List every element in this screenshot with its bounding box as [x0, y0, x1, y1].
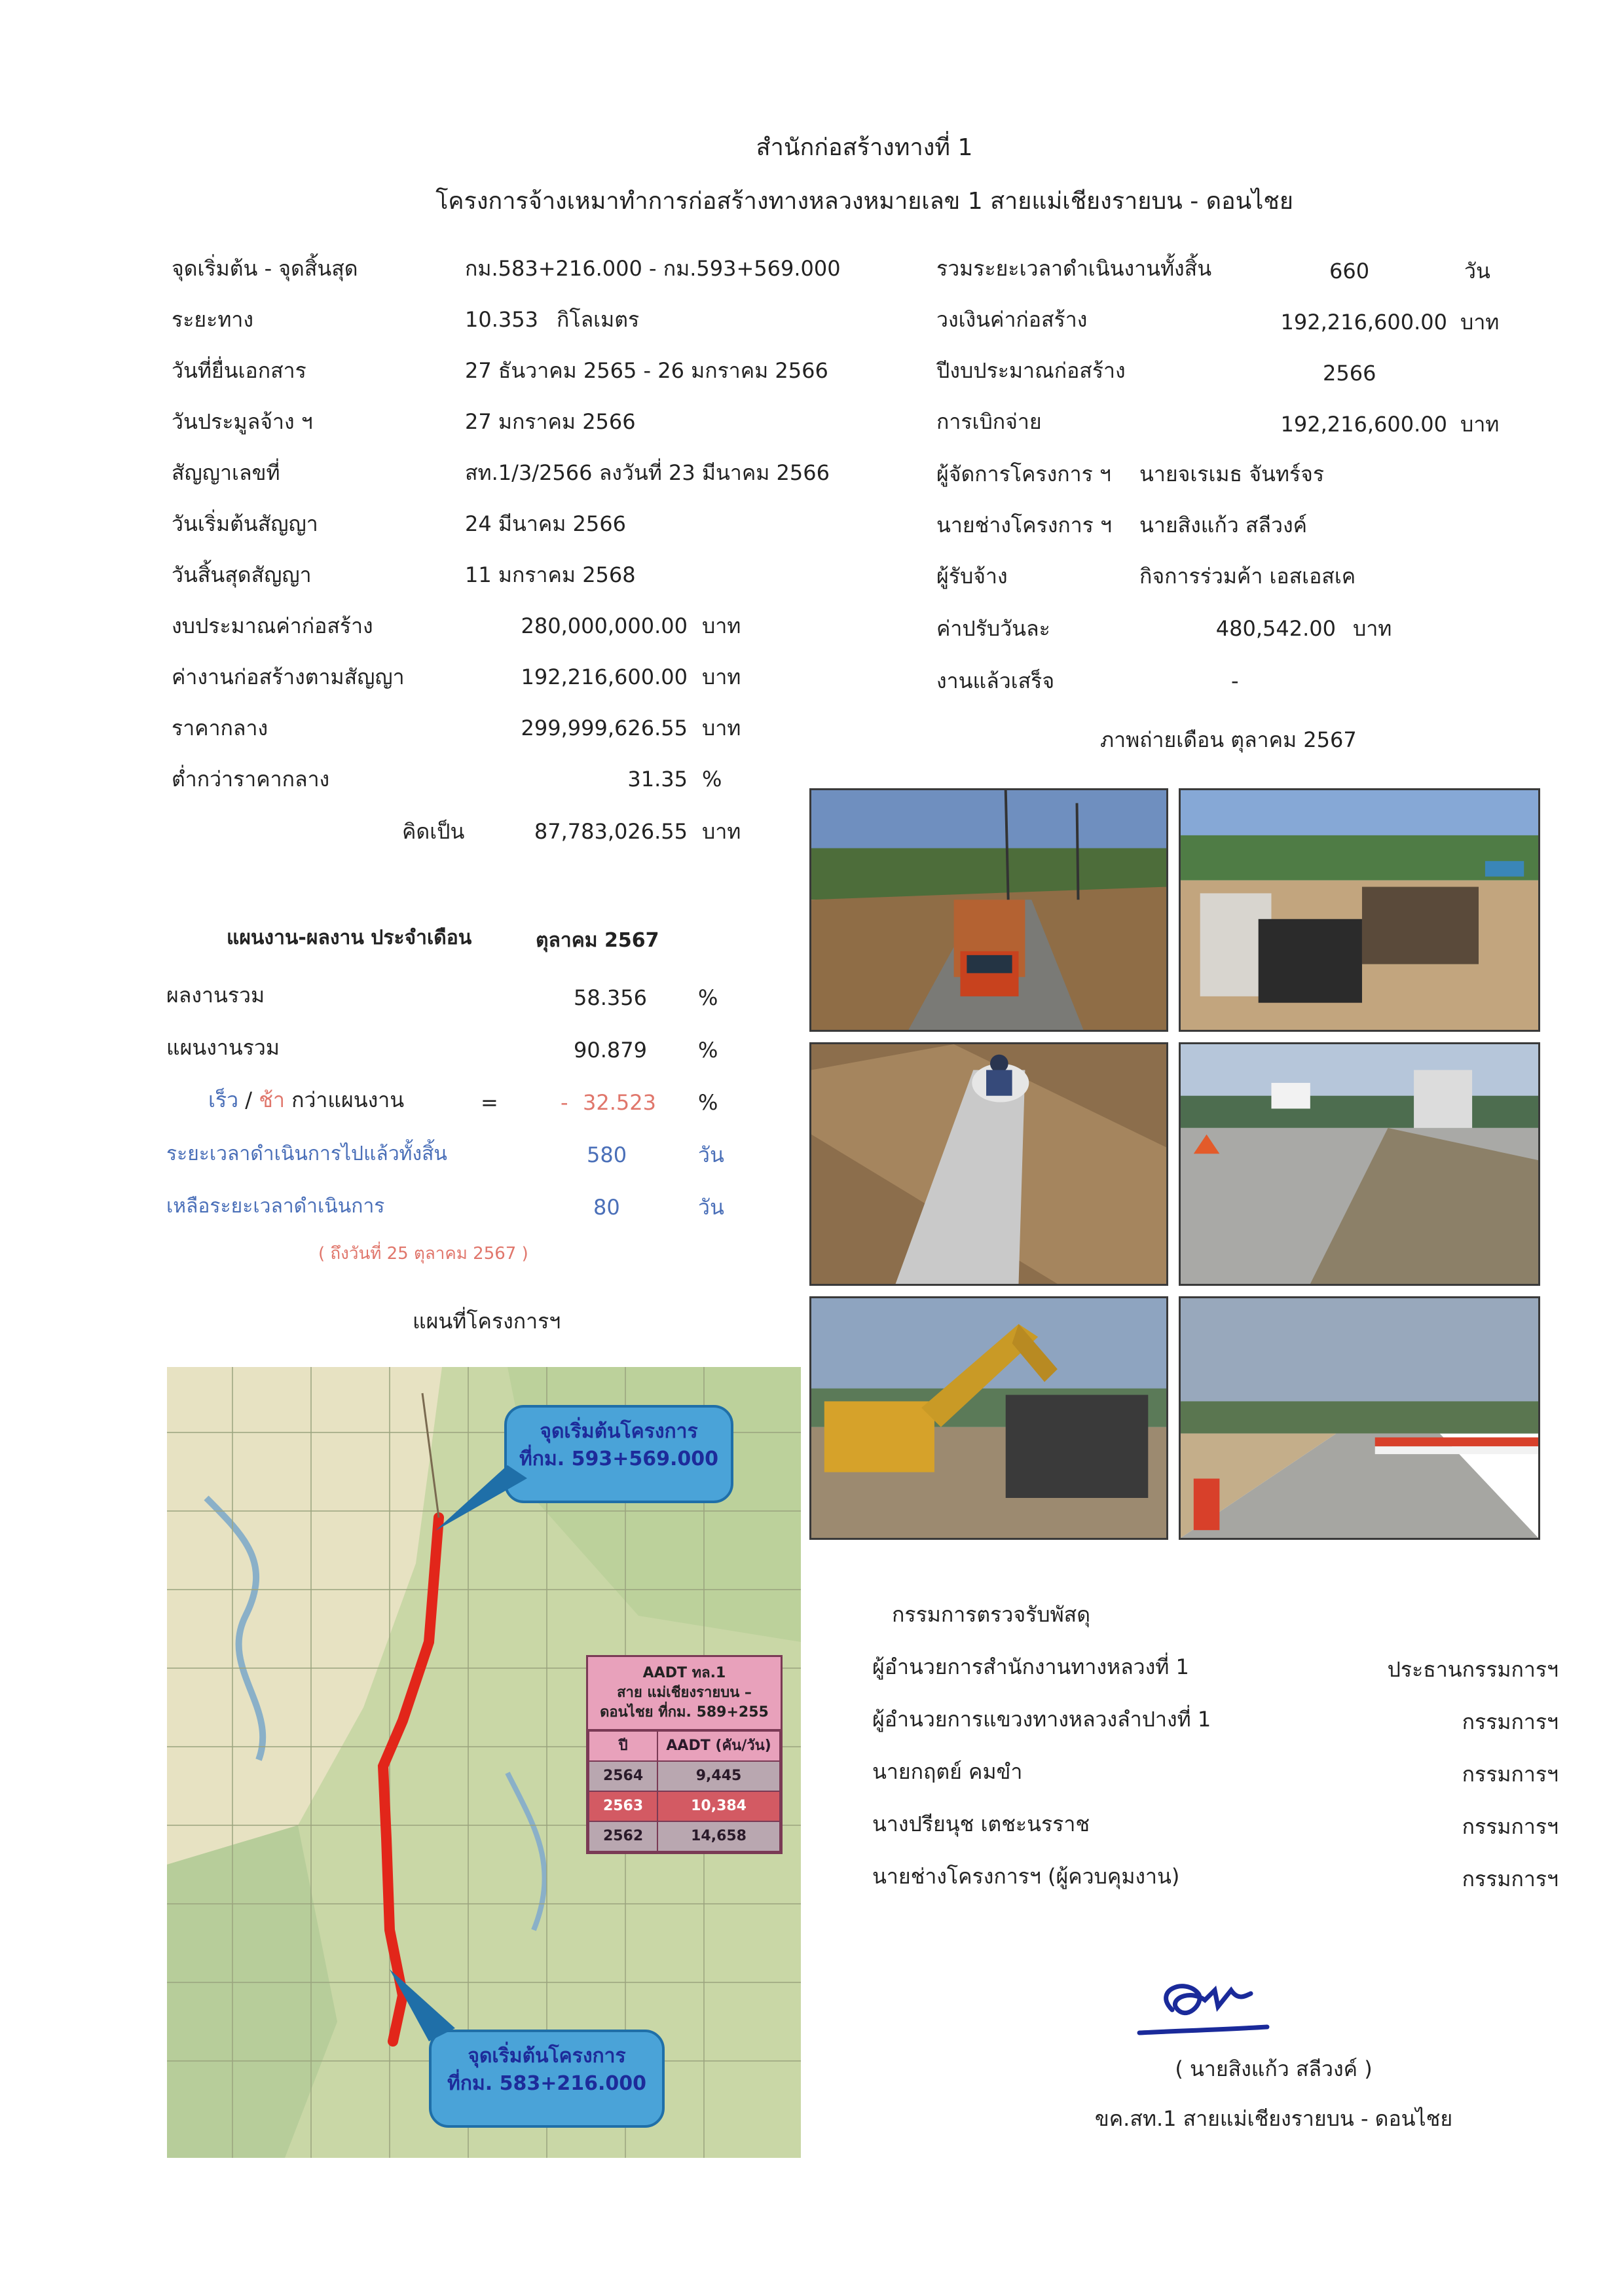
aadt-value: 10,384 [657, 1791, 780, 1821]
info-label: ผู้จัดการโครงการ ฯ [936, 462, 1111, 486]
committee-heading: กรรมการตรวจรับพัสดุ [892, 1602, 1090, 1627]
info-value: กม.583+216.000 - กม.593+569.000 [465, 256, 841, 281]
photo-culvert-pipe [809, 1042, 1168, 1286]
info-label: วันสิ้นสุดสัญญา [172, 562, 312, 587]
info-label: ค่าปรับวันละ [936, 616, 1050, 641]
remaining-unit: วัน [698, 1195, 724, 1220]
project-title: โครงการจ้างเหมาทำการก่อสร้างทางหลวงหมายเลข 1 สายแม่เชียงรายบน - ดอนไชย [435, 188, 1293, 215]
info-value: 480,542.00 [1215, 616, 1336, 641]
handwritten-signature [1126, 1971, 1277, 2049]
committee-member-name: นายกฤตย์ คมขำ [872, 1759, 1023, 1784]
callout-line: ที่กม. 583+216.000 [447, 2072, 646, 2095]
aadt-title-line: ดอนไชย ที่กม. 589+255 [600, 1704, 769, 1721]
callout-pointer [435, 1465, 527, 1531]
info-label: วันประมูลจ้าง ฯ [172, 409, 313, 434]
progress-value: 90.879 [574, 1038, 647, 1063]
money-unit: บาท [702, 613, 741, 638]
committee-member-role: กรรมการฯ [1462, 1867, 1559, 1891]
info-value: 11 มกราคม 2568 [465, 562, 636, 587]
callout-line: จุดเริ่มต้นโครงการ [468, 2045, 626, 2068]
money-unit: บาท [702, 716, 741, 740]
start-point-north-callout [504, 1405, 733, 1503]
aadt-title-line: AADT ทล.1 [642, 1665, 726, 1681]
aadt-year: 2564 [589, 1761, 657, 1791]
info-value: 10.353 [465, 307, 538, 332]
info-value: - [1231, 668, 1239, 693]
elapsed-value: 580 [587, 1142, 627, 1167]
committee-member-role: กรรมการฯ [1462, 1762, 1559, 1787]
committee-member-role: กรรมการฯ [1462, 1709, 1559, 1734]
callout-line: ที่กม. 593+569.000 [519, 1448, 718, 1470]
slash: / [245, 1087, 253, 1112]
info-label: วันที่ยื่นเอกสาร [172, 358, 306, 383]
money-value: 192,216,600.00 [521, 665, 688, 689]
info-unit: บาท [1353, 616, 1392, 641]
money-label: งบประมาณค่าก่อสร้าง [172, 613, 373, 638]
info-value: 2566 [1323, 361, 1376, 386]
aadt-year: 2563 [589, 1791, 657, 1821]
elapsed-unit: วัน [698, 1142, 724, 1167]
info-value: 24 มีนาคม 2566 [465, 511, 626, 536]
info-unit: บาท [1460, 310, 1500, 335]
progress-value: 58.356 [574, 985, 647, 1010]
elapsed-label: ระยะเวลาดำเนินการไปแล้วทั้งสิ้น [166, 1142, 447, 1165]
compare-text: กว่าแผนงาน [291, 1087, 405, 1112]
money-label: ต่ำกว่าราคากลาง [172, 767, 330, 792]
as-of-date: ( ถึงวันที่ 25 ตุลาคม 2567 ) [318, 1244, 528, 1264]
aadt-year: 2562 [589, 1821, 657, 1851]
diff-sign: - [561, 1090, 568, 1115]
aadt-table [586, 1655, 783, 1854]
money-label: คิดเป็น [402, 819, 465, 844]
progress-heading: แผนงาน-ผลงาน ประจำเดือน [227, 926, 472, 949]
info-label: ผู้รับจ้าง [936, 564, 1008, 589]
money-label: ค่างานก่อสร้างตามสัญญา [172, 665, 405, 689]
info-value: 660 [1329, 259, 1370, 283]
committee-member-role: กรรมการฯ [1462, 1814, 1559, 1839]
info-value: นายจเรเมธ จันทร์จร [1139, 462, 1325, 486]
aadt-value: 9,445 [657, 1761, 780, 1791]
photos-caption: ภาพถ่ายเดือน ตุลาคม 2567 [1100, 727, 1357, 752]
info-unit: บาท [1460, 412, 1500, 437]
aadt-col-value: AADT (คัน/วัน) [657, 1731, 780, 1761]
info-label: รวมระยะเวลาดำเนินงานทั้งสิ้น [936, 256, 1212, 281]
aadt-col-year: ปี [589, 1731, 657, 1761]
info-value: นายสิงแก้ว สลีวงค์ [1139, 513, 1308, 538]
committee-member-name: นายช่างโครงการฯ (ผู้ควบคุมงาน) [872, 1864, 1180, 1889]
map-title: แผนที่โครงการฯ [413, 1309, 561, 1334]
money-value: 299,999,626.55 [521, 716, 688, 740]
info-unit: วัน [1464, 259, 1490, 283]
info-label: การเบิกจ่าย [936, 409, 1042, 434]
project-map [167, 1367, 801, 2158]
callout-line: จุดเริ่มต้นโครงการ [540, 1420, 698, 1443]
aadt-title-line: สาย แม่เชียงรายบน – [617, 1685, 752, 1701]
remaining-label: เหลือระยะเวลาดำเนินการ [166, 1195, 385, 1218]
info-unit: กิโลเมตร [557, 307, 640, 332]
behind-text: ช้า [259, 1087, 285, 1112]
office-title: สำนักก่อสร้างทางที่ 1 [756, 134, 973, 161]
info-value: กิจการร่วมค้า เอสเอสเค [1139, 564, 1356, 589]
equals-sign: = [481, 1090, 498, 1115]
diff-value: 32.523 [583, 1090, 656, 1115]
money-unit: บาท [702, 665, 741, 689]
signer-name: ( นายสิงแก้ว สลีวงค์ ) [1175, 2056, 1373, 2081]
photo-concrete-drainage [1179, 1042, 1540, 1286]
money-value: 31.35 [627, 767, 688, 792]
money-value: 87,783,026.55 [534, 819, 688, 844]
info-label: วงเงินค่าก่อสร้าง [936, 307, 1088, 332]
info-label: จุดเริ่มต้น - จุดสิ้นสุด [172, 256, 358, 281]
photo-truck-on-road [809, 788, 1168, 1032]
diff-unit: % [698, 1090, 718, 1115]
info-label: นายช่างโครงการ ฯ [936, 513, 1112, 538]
committee-member-name: ผู้อำนวยการสำนักงานทางหลวงที่ 1 [872, 1654, 1189, 1679]
remaining-value: 80 [593, 1195, 620, 1220]
progress-label: แผนงานรวม [166, 1035, 280, 1060]
info-label: วันเริ่มต้นสัญญา [172, 511, 318, 536]
photo-excavator [809, 1296, 1168, 1540]
ahead-text: เร็ว [208, 1087, 239, 1112]
money-label: ราคากลาง [172, 716, 268, 740]
info-label: ปีงบประมาณก่อสร้าง [936, 358, 1126, 383]
info-value: สท.1/3/2566 ลงวันที่ 23 มีนาคม 2566 [465, 460, 830, 485]
progress-month: ตุลาคม 2567 [536, 929, 659, 952]
aadt-value: 14,658 [657, 1821, 780, 1851]
info-value: 27 มกราคม 2566 [465, 409, 636, 434]
ahead-behind-label [208, 1087, 404, 1113]
info-label: สัญญาเลขที่ [172, 460, 280, 485]
progress-unit: % [698, 1038, 718, 1063]
progress-unit: % [698, 985, 718, 1010]
info-label: งานแล้วเสร็จ [936, 668, 1055, 693]
info-value: 27 ธันวาคม 2565 - 26 มกราคม 2566 [465, 358, 828, 383]
money-value: 280,000,000.00 [521, 613, 688, 638]
committee-member-role: ประธานกรรมการฯ [1387, 1657, 1559, 1682]
info-label: ระยะทาง [172, 307, 253, 332]
photo-finished-road [1179, 1296, 1540, 1540]
money-unit: % [702, 767, 722, 792]
info-value: 192,216,600.00 [1280, 310, 1447, 335]
aadt-title [588, 1657, 781, 1730]
callout-pointer [390, 1969, 455, 2041]
committee-member-name: ผู้อำนวยการแขวงทางหลวงลำปางที่ 1 [872, 1707, 1211, 1732]
info-value: 192,216,600.00 [1280, 412, 1447, 437]
progress-label: ผลงานรวม [166, 983, 265, 1008]
money-unit: บาท [702, 819, 741, 844]
photo-bridge-formwork [1179, 788, 1540, 1032]
signer-position: ขค.สท.1 สายแม่เชียงรายบน - ดอนไชย [1094, 2106, 1453, 2131]
committee-member-name: นางปรียนุช เตชะนรราช [872, 1812, 1090, 1836]
